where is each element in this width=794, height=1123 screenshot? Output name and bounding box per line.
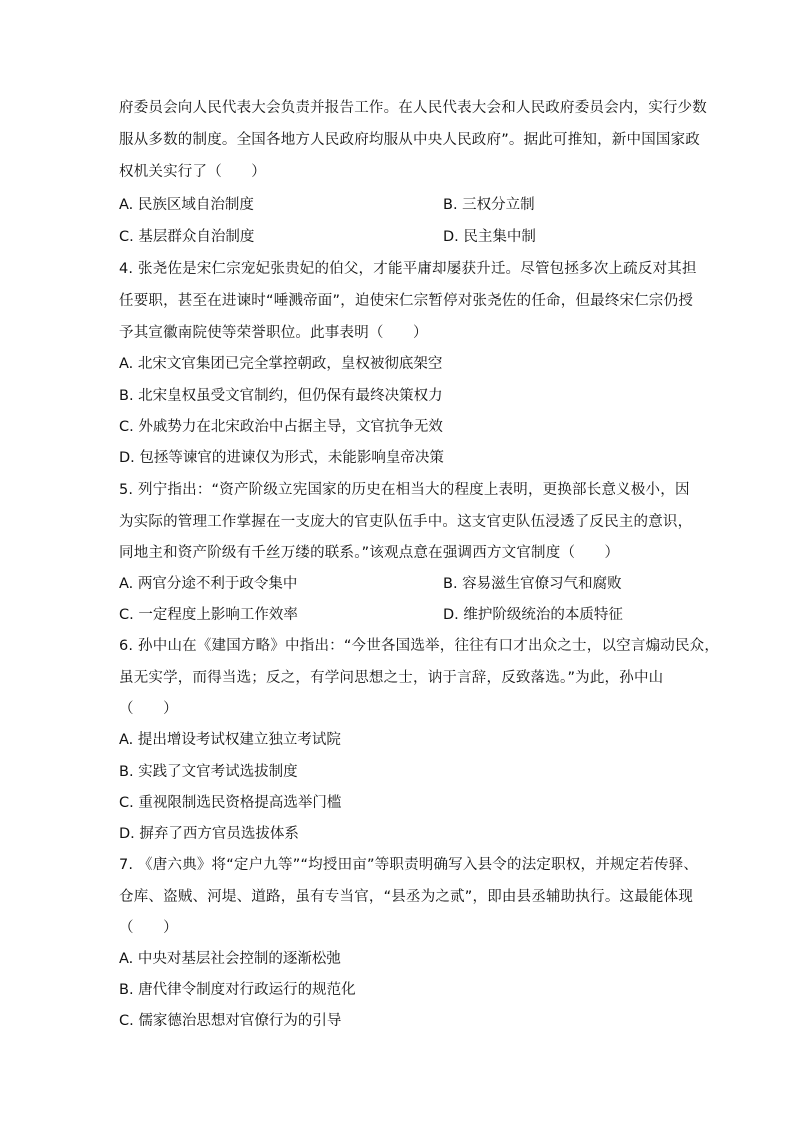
q4-text-line: 4. 张尧佐是宋仁宗宠妃张贵妃的伯父，才能平庸却屡获升迁。尽管包拯多次上疏反对其担	[119, 261, 697, 277]
q5-option-d[interactable]: D. 维护阶级统治的本质特征	[443, 607, 623, 623]
q6-option-d[interactable]: D. 摒弃了西方官员选拔体系	[119, 826, 299, 842]
q7-option-c[interactable]: C. 儒家德治思想对官僚行为的引导	[119, 1013, 342, 1029]
q4-option-a[interactable]: A. 北宋文官集团已完全掌控朝政，皇权被彻底架空	[119, 356, 443, 372]
q3-text-line: 府委员会向人民代表大会负责并报告工作。在人民代表大会和人民政府委员会内，实行少数	[119, 100, 707, 116]
q5-text-line: 同地主和资产阶级有千丝万缕的联系。”该观点意在强调西方文官制度（ ）	[119, 545, 620, 561]
q7-text-line: （ ）	[119, 920, 178, 936]
q6-text-line: （ ）	[119, 701, 178, 717]
q3-option-a[interactable]: A. 民族区域自治制度	[119, 197, 254, 213]
q3-option-d[interactable]: D. 民主集中制	[443, 229, 536, 245]
q3-option-c[interactable]: C. 基层群众自治制度	[119, 229, 255, 245]
q3-text-line: 服从多数的制度。全国各地方人民政府均服从中央人民政府”。据此可推知，新中国国家政	[119, 132, 701, 148]
q5-text-line: 5. 列宁指出：“资产阶级立宪国家的历史在相当大的程度上表明，更换部长意义极小，因	[119, 482, 690, 498]
q4-text-line: 予其宣徽南院使等荣誉职位。此事表明（ ）	[119, 325, 428, 341]
q6-option-a[interactable]: A. 提出增设考试权建立独立考试院	[119, 732, 341, 748]
q3-text-line: 权机关实行了（ ）	[119, 164, 266, 180]
q7-option-a[interactable]: A. 中央对基层社会控制的逐渐松弛	[119, 951, 341, 967]
q4-text-line: 任要职，甚至在进谏时“唾溅帝面”，迫使宋仁宗暂停对张尧佐的任命，但最终宋仁宗仍授	[119, 293, 694, 309]
q5-option-a[interactable]: A. 两官分途不利于政令集中	[119, 576, 298, 592]
q3-option-b[interactable]: B. 三权分立制	[443, 197, 535, 213]
q5-text-line: 为实际的管理工作掌握在一支庞大的官吏队伍手中。这支官吏队伍浸透了反民主的意识，	[119, 514, 693, 530]
q5-option-b[interactable]: B. 容易滋生官僚习气和腐败	[443, 576, 622, 592]
q6-text-line: 虽无实学，而得当选；反之，有学问思想之士，讷于言辞，反致落选。”为此，孙中山	[119, 670, 664, 686]
q6-option-c[interactable]: C. 重视限制选民资格提高选举门槛	[119, 795, 342, 811]
q4-option-c[interactable]: C. 外戚势力在北宋政治中占据主导，文官抗争无效	[119, 419, 443, 435]
q7-text-line: 7. 《唐六典》将“定户九等”“均授田亩”等职责明确写入县令的法定职权，并规定若传驿、	[119, 857, 699, 873]
q7-text-line: 仓库、盗贼、河堤、道路，虽有专当官，“县丞为之贰”，即由县丞辅助执行。这最能体现	[119, 889, 694, 905]
q6-text-line: 6. 孙中山在《建国方略》中指出：“今世各国选举，往往有口才出众之士，以空言煽动民众，	[119, 638, 720, 654]
q7-option-b[interactable]: B. 唐代律令制度对行政运行的规范化	[119, 982, 356, 998]
q5-option-c[interactable]: C. 一定程度上影响工作效率	[119, 607, 298, 623]
q4-option-d[interactable]: D. 包拯等谏官的进谏仅为形式，未能影响皇帝决策	[119, 450, 444, 466]
q4-option-b[interactable]: B. 北宋皇权虽受文官制约，但仍保有最终决策权力	[119, 388, 443, 404]
q6-option-b[interactable]: B. 实践了文官考试选拔制度	[119, 764, 298, 780]
